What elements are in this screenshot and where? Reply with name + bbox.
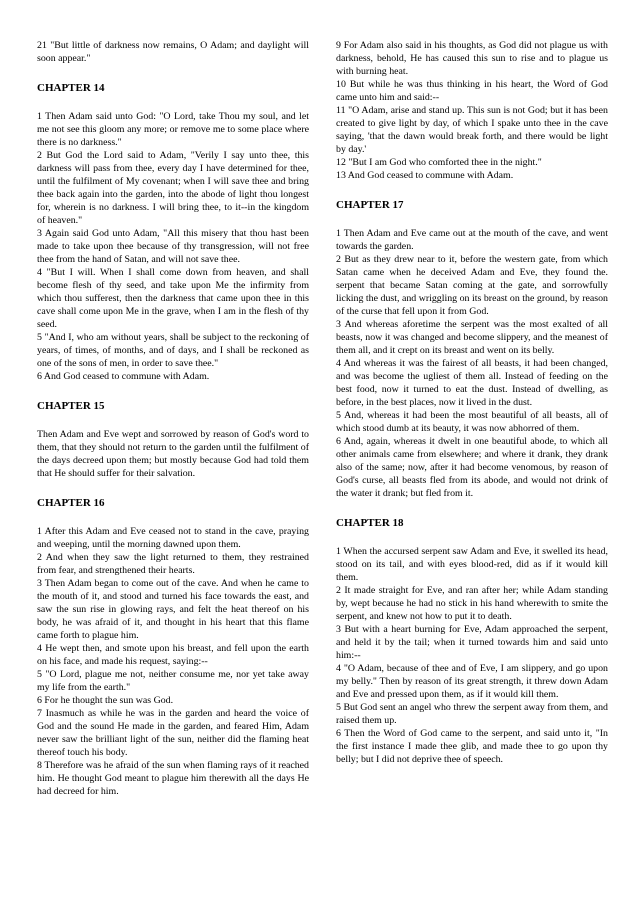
verse-paragraph: 9 For Adam also said in his thoughts, as God did not plague us with darkness, behold, He has caused this sun to rise and to plague us with burning heat. — [336, 40, 608, 77]
verse-paragraph: 6 Then the Word of God came to the serpent, and said unto it, "In the first instance I made thee glib, and made thee to go upon thy belly; but I did not deprive thee of speech. — [336, 728, 608, 765]
verse-paragraph: 5 "O Lord, plague me not, neither consume me, nor yet take away my life from the earth." — [37, 669, 309, 693]
verse-paragraph: 2 And when they saw the light returned to them, they restrained from fear, and strengthened their hearts. — [37, 552, 309, 576]
verse-paragraph: 4 And whereas it was the fairest of all beasts, it had been changed, and was become the ugliest of them all. Instead of feeding on the best food, now it turned to eat the dust. Instead of dwelling, as before, in the best places, now it lived in the dust. — [336, 358, 608, 408]
right-column — [336, 39, 608, 798]
verse-paragraph: 3 And whereas aforetime the serpent was the most exalted of all beasts, now it was changed and become slippery, and the meanest of them all, and it crept on its breast and went on its belly. — [336, 319, 608, 356]
chapter-heading: CHAPTER 16 — [37, 497, 105, 509]
verse-paragraph: 1 When the accursed serpent saw Adam and Eve, it swelled its head, stood on its tail, and with eyes blood-red, did as if it would kill them. — [336, 546, 608, 583]
verse-paragraph: 1 Then Adam and Eve came out at the mouth of the cave, and went towards the garden. — [336, 228, 608, 252]
verse-paragraph: 2 But as they drew near to it, before the western gate, from which Satan came when he deceived Adam and Eve, they found the. serpent that became Satan coming at the gate, and sorrowfully licking the dust, and wriggling on its breast on the ground, by reason of the curse that fell upon it from God. — [336, 254, 608, 317]
verse-paragraph: 3 Again said God unto Adam, "All this misery that thou hast been made to take upon thee because of thy transgression, will not free thee from the hand of Satan, and will not save thee. — [37, 228, 309, 265]
verse-paragraph: 3 But with a heart burning for Eve, Adam approached the serpent, and held it by the tail; when it turned towards him and said unto him:-- — [336, 624, 608, 661]
two-column-layout — [37, 39, 608, 798]
verse-paragraph: 6 And, again, whereas it dwelt in one beautiful abode, to which all other animals came from elsewhere; and where it drank, they drank also of the same; now, after it had become venomous, by reason of God's curse, all beasts fled from its abode, and would not drink of the water it drank; but fled from it. — [336, 436, 608, 499]
verse-paragraph: 7 Inasmuch as while he was in the garden and heard the voice of God and the sound He made in the garden, and feared Him, Adam never saw the brilliant light of the sun, neither did the flaming heat thereof touch his body. — [37, 708, 309, 758]
verse-paragraph: 21 "But little of darkness now remains, O Adam; and daylight will soon appear." — [37, 40, 309, 64]
left-column — [37, 39, 309, 798]
verse-paragraph: 5 But God sent an angel who threw the serpent away from them, and raised them up. — [336, 702, 608, 726]
verse-paragraph: 10 But while he was thus thinking in his heart, the Word of God came unto him and said:-- — [336, 79, 608, 103]
verse-paragraph: 5 "And I, who am without years, shall be subject to the reckoning of years, of times, of months, and of days, and I shall be reckoned as one of the sons of men, in order to save thee." — [37, 332, 309, 369]
verse-paragraph: 11 "O Adam, arise and stand up. This sun is not God; but it has been created to give light by day, of which I spake unto thee in the cave saying, 'that the dawn would break forth, and there would be light by day.' — [336, 105, 608, 155]
verse-paragraph: 4 "O Adam, because of thee and of Eve, I am slippery, and go upon my belly." Then by reason of its great strength, it threw down Adam and Eve and pressed upon them, as if it would kill them. — [336, 663, 608, 700]
verse-paragraph: 2 It made straight for Eve, and ran after her; while Adam standing by, wept because he had no stick in his hand wherewith to smite the serpent, and knew not how to put it to death. — [336, 585, 608, 622]
verse-paragraph: 6 And God ceased to commune with Adam. — [37, 371, 210, 382]
verse-paragraph: 1 Then Adam said unto God: "O Lord, take Thou my soul, and let me not see this gloom any more; or remove me to some place where there is no darkness." — [37, 111, 309, 148]
verse-paragraph: 5 And, whereas it had been the most beautiful of all beasts, all of which stood dumb at its beauty, it was now abhorred of them. — [336, 410, 608, 434]
verse-paragraph: 8 Therefore was he afraid of the sun when flaming rays of it reached him. He thought God meant to plague him therewith all the days He had decreed for him. — [37, 760, 309, 797]
chapter-heading: CHAPTER 15 — [37, 400, 105, 412]
verse-paragraph: 1 After this Adam and Eve ceased not to stand in the cave, praying and weeping, until the morning dawned upon them. — [37, 526, 309, 550]
verse-paragraph: 3 Then Adam began to come out of the cave. And when he came to the mouth of it, and stood and turned his face towards the east, and saw the sun rise in glowing rays, and felt the heat thereof on his body, he was afraid of it, and thought in his heart that this flame came forth to plague him. — [37, 578, 309, 641]
verse-paragraph: 6 For he thought the sun was God. — [37, 695, 174, 706]
verse-paragraph: 2 But God the Lord said to Adam, "Verily I say unto thee, this darkness will pass from thee, every day I have determined for thee, until the fulfilment of My covenant; when I will save thee and bring thee back again into the garden, into the abode of light thou longest for, wherein is no darkness. I will bring thee, to it--in the kingdom of heaven." — [37, 150, 309, 226]
chapter-heading: CHAPTER 14 — [37, 82, 105, 94]
verse-paragraph: 12 "But I am God who comforted thee in the night." — [336, 157, 542, 168]
chapter-heading: CHAPTER 17 — [336, 199, 404, 211]
verse-paragraph: 13 And God ceased to commune with Adam. — [336, 170, 514, 181]
verse-paragraph: 4 He wept then, and smote upon his breast, and fell upon the earth on his face, and made his request, saying:-- — [37, 643, 309, 667]
verse-paragraph: Then Adam and Eve wept and sorrowed by reason of God's word to them, that they should not return to the garden until the fulfilment of the days decreed upon them; but mostly because God had told them that He should suffer for their salvation. — [37, 429, 309, 479]
chapter-heading: CHAPTER 18 — [336, 517, 404, 529]
verse-paragraph: 4 "But I will. When I shall come down from heaven, and shall become flesh of thy seed, and take upon Me the infirmity from which thou sufferest, then the darkness that came upon thee in this cave shall come upon Me in the grave, when I am in the flesh of thy seed. — [37, 267, 309, 330]
